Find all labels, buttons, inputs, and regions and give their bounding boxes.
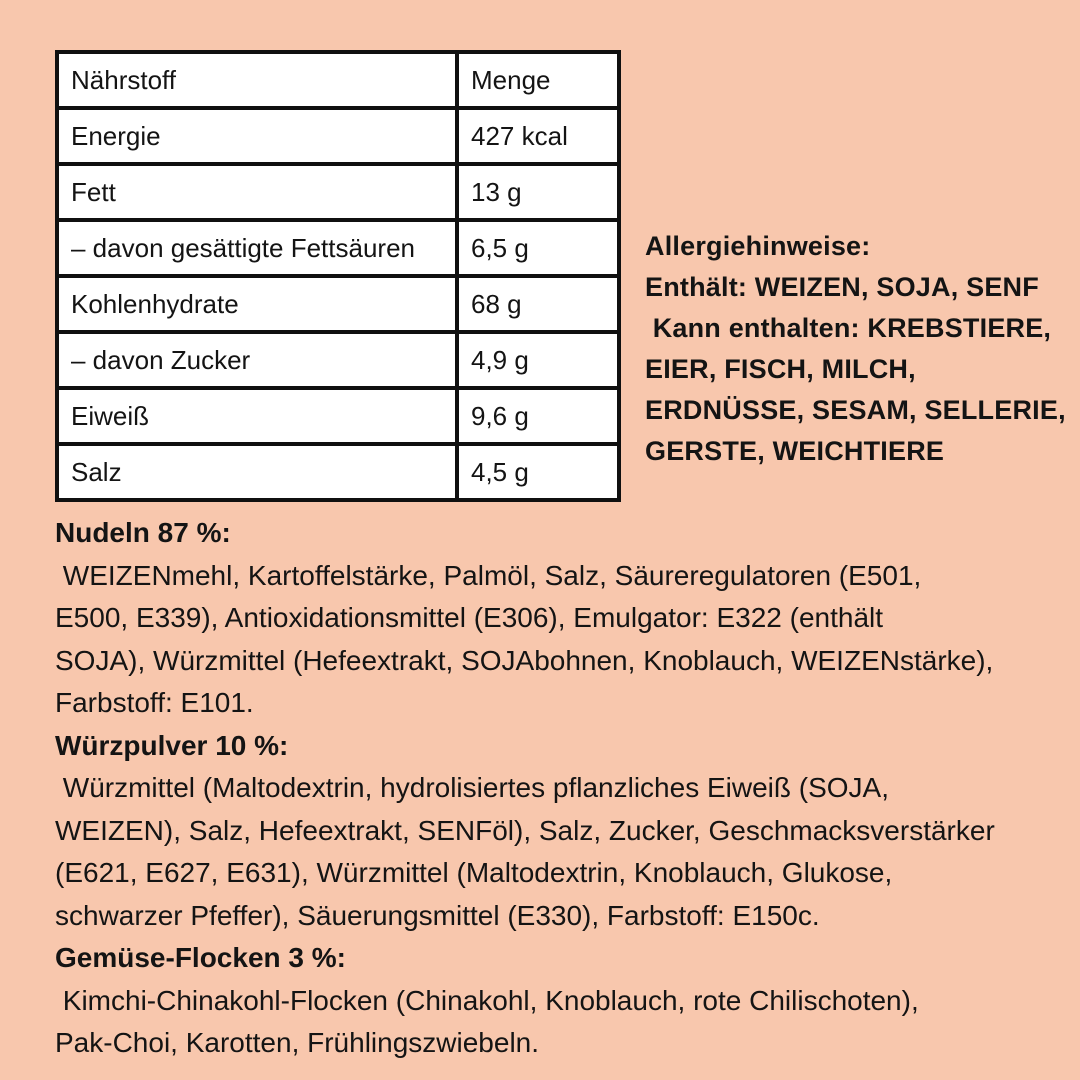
nutrient-value: 68 g [457, 276, 619, 332]
nutrient-label: Fett [57, 164, 457, 220]
table-row [57, 388, 619, 444]
nutrient-label: Kohlenhydrate [57, 276, 457, 332]
ingredient-line: WEIZENmehl, Kartoffelstärke, Palmöl, Salz, Säureregulatoren (E501, [55, 559, 922, 591]
allergy-notes [645, 226, 1066, 472]
allergy-line: EIER, FISCH, MILCH, [645, 354, 916, 384]
allergy-line: Allergiehinweise: [645, 231, 871, 261]
ingredient-line: SOJA), Würzmittel (Hefeextrakt, SOJAbohnen, Knoblauch, WEIZENstärke), [55, 644, 994, 676]
ingredient-line: schwarzer Pfeffer), Säuerungsmittel (E330), Farbstoff: E150c. [55, 899, 820, 931]
table-row [57, 164, 619, 220]
nutrient-label: Salz [57, 444, 457, 500]
ingredient-line: Farbstoff: E101. [55, 687, 254, 718]
allergy-line: GERSTE, WEICHTIERE [645, 436, 945, 466]
nutrient-label: Energie [57, 108, 457, 164]
ingredient-section-heading: Nudeln 87 %: [55, 517, 231, 548]
nutrient-label: – davon gesättigte Fettsäuren [57, 220, 457, 276]
nutrition-table-body [57, 52, 619, 500]
nutrient-value: 13 g [457, 164, 619, 220]
nutrient-value: 9,6 g [457, 388, 619, 444]
allergy-line: Enthält: WEIZEN, SOJA, SENF [645, 272, 1039, 302]
nutrient-value: 427 kcal [457, 108, 619, 164]
ingredient-line: Würzmittel (Maltodextrin, hydrolisiertes pflanzliches Eiweiß (SOJA, [55, 772, 890, 803]
nutrition-table [55, 50, 621, 502]
table-row [57, 332, 619, 388]
table-row [57, 220, 619, 276]
table-header-nutrient: Nährstoff [57, 52, 457, 108]
nutrient-label: – davon Zucker [57, 332, 457, 388]
ingredient-section-heading: Gemüse-Flocken 3 %: [55, 942, 346, 973]
allergy-line: ERDNÜSSE, SESAM, SELLERIE, [645, 395, 1066, 425]
ingredient-line: Pak-Choi, Karotten, Frühlingszwiebeln. [55, 1027, 540, 1058]
allergy-line: Kann enthalten: KREBSTIERE, [645, 313, 1052, 343]
table-row [57, 108, 619, 164]
ingredients-list [55, 512, 1045, 1065]
ingredient-line: E500, E339), Antioxidationsmittel (E306), Emulgator: E322 (enthält [55, 602, 884, 633]
nutrient-value: 4,9 g [457, 332, 619, 388]
nutrient-value: 4,5 g [457, 444, 619, 500]
nutrient-label: Eiweiß [57, 388, 457, 444]
table-row [57, 444, 619, 500]
table-row [57, 52, 619, 108]
ingredient-line: WEIZEN), Salz, Hefeextrakt, SENFöl), Salz, Zucker, Geschmacksverstärker [55, 814, 995, 846]
ingredient-line: (E621, E627, E631), Würzmittel (Maltodextrin, Knoblauch, Glukose, [55, 857, 893, 888]
ingredient-section-heading: Würzpulver 10 %: [55, 729, 289, 761]
table-row [57, 276, 619, 332]
nutrient-value: 6,5 g [457, 220, 619, 276]
table-header-amount: Menge [457, 52, 619, 108]
ingredient-line: Kimchi-Chinakohl-Flocken (Chinakohl, Knoblauch, rote Chilischoten), [55, 984, 919, 1016]
